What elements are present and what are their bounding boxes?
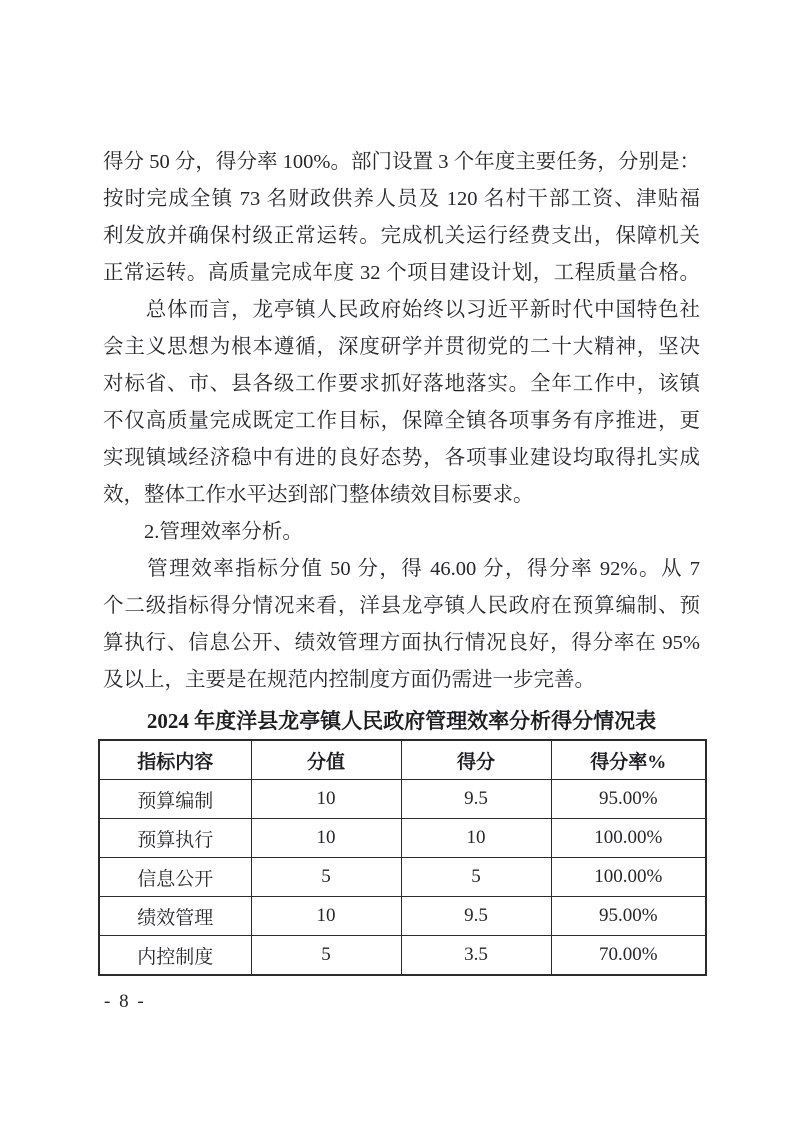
table-cell: 10 — [251, 780, 401, 819]
body-text — [103, 144, 700, 699]
body-line: 实现镇域经济稳中有进的良好态势，各项事业建设均取得扎实成 — [103, 447, 700, 469]
body-line: 得分 50 分，得分率 100%。部门设置 3 个年度主要任务，分别是： — [103, 151, 700, 173]
score-table-head — [99, 740, 706, 780]
table-cell: 10 — [401, 819, 551, 858]
body-line: 按时完成全镇 73 名财政供养人员及 120 名村干部工资、津贴福 — [103, 188, 700, 210]
table-title: 2024 年度洋县龙亭镇人民政府管理效率分析得分情况表 — [146, 709, 657, 733]
body-line: 会主义思想为根本遵循，深度研学并贯彻党的二十大精神，坚决 — [103, 336, 700, 358]
table-cell: 70.00% — [551, 936, 706, 976]
table-cell: 3.5 — [401, 936, 551, 976]
table-cell: 10 — [251, 819, 401, 858]
table-cell: 预算执行 — [99, 819, 251, 858]
score-table — [98, 739, 707, 976]
table-cell: 内控制度 — [99, 936, 251, 976]
table-header-row — [99, 740, 706, 780]
table-row — [99, 897, 706, 936]
table-cell: 95.00% — [551, 897, 706, 936]
body-line: 不仅高质量完成既定工作目标，保障全镇各项事务有序推进，更 — [103, 410, 700, 432]
body-line: 算执行、信息公开、绩效管理方面执行情况良好，得分率在 95% — [103, 632, 700, 654]
table-cell: 5 — [401, 858, 551, 897]
table-cell: 5 — [251, 936, 401, 976]
body-line: 个二级指标得分情况来看，洋县龙亭镇人民政府在预算编制、预 — [103, 595, 700, 617]
table-row — [99, 936, 706, 976]
table-cell: 5 — [251, 858, 401, 897]
table-cell: 绩效管理 — [99, 897, 251, 936]
table-cell: 信息公开 — [99, 858, 251, 897]
table-row — [99, 858, 706, 897]
body-line: 正常运转。高质量完成年度 32 个项目建设计划，工程质量合格。 — [103, 262, 700, 284]
table-cell: 9.5 — [401, 897, 551, 936]
table-cell: 95.00% — [551, 780, 706, 819]
table-cell: 预算编制 — [99, 780, 251, 819]
table-cell: 100.00% — [551, 858, 706, 897]
body-line: 管理效率指标分值 50 分，得 46.00 分，得分率 92%。从 7 — [103, 558, 700, 580]
body-line: 利发放并确保村级正常运转。完成机关运行经费支出，保障机关 — [103, 225, 700, 247]
body-line: 效，整体工作水平达到部门整体绩效目标要求。 — [103, 484, 534, 506]
table-header-cell: 得分率% — [551, 740, 706, 780]
table-header-cell: 得分 — [401, 740, 551, 780]
page-number: - 8 - — [104, 991, 146, 1012]
table-cell: 9.5 — [401, 780, 551, 819]
body-line: 2.管理效率分析。 — [103, 521, 303, 543]
table-header-cell: 指标内容 — [99, 740, 251, 780]
table-row — [99, 819, 706, 858]
table-cell: 100.00% — [551, 819, 706, 858]
table-cell: 10 — [251, 897, 401, 936]
score-table-body — [99, 780, 706, 976]
body-line: 对标省、市、县各级工作要求抓好落地落实。全年工作中，该镇 — [103, 373, 700, 395]
body-line: 及以上，主要是在规范内控制度方面仍需进一步完善。 — [103, 669, 595, 691]
body-line: 总体而言，龙亭镇人民政府始终以习近平新时代中国特色社 — [103, 299, 700, 321]
table-row — [99, 780, 706, 819]
table-header-cell: 分值 — [251, 740, 401, 780]
